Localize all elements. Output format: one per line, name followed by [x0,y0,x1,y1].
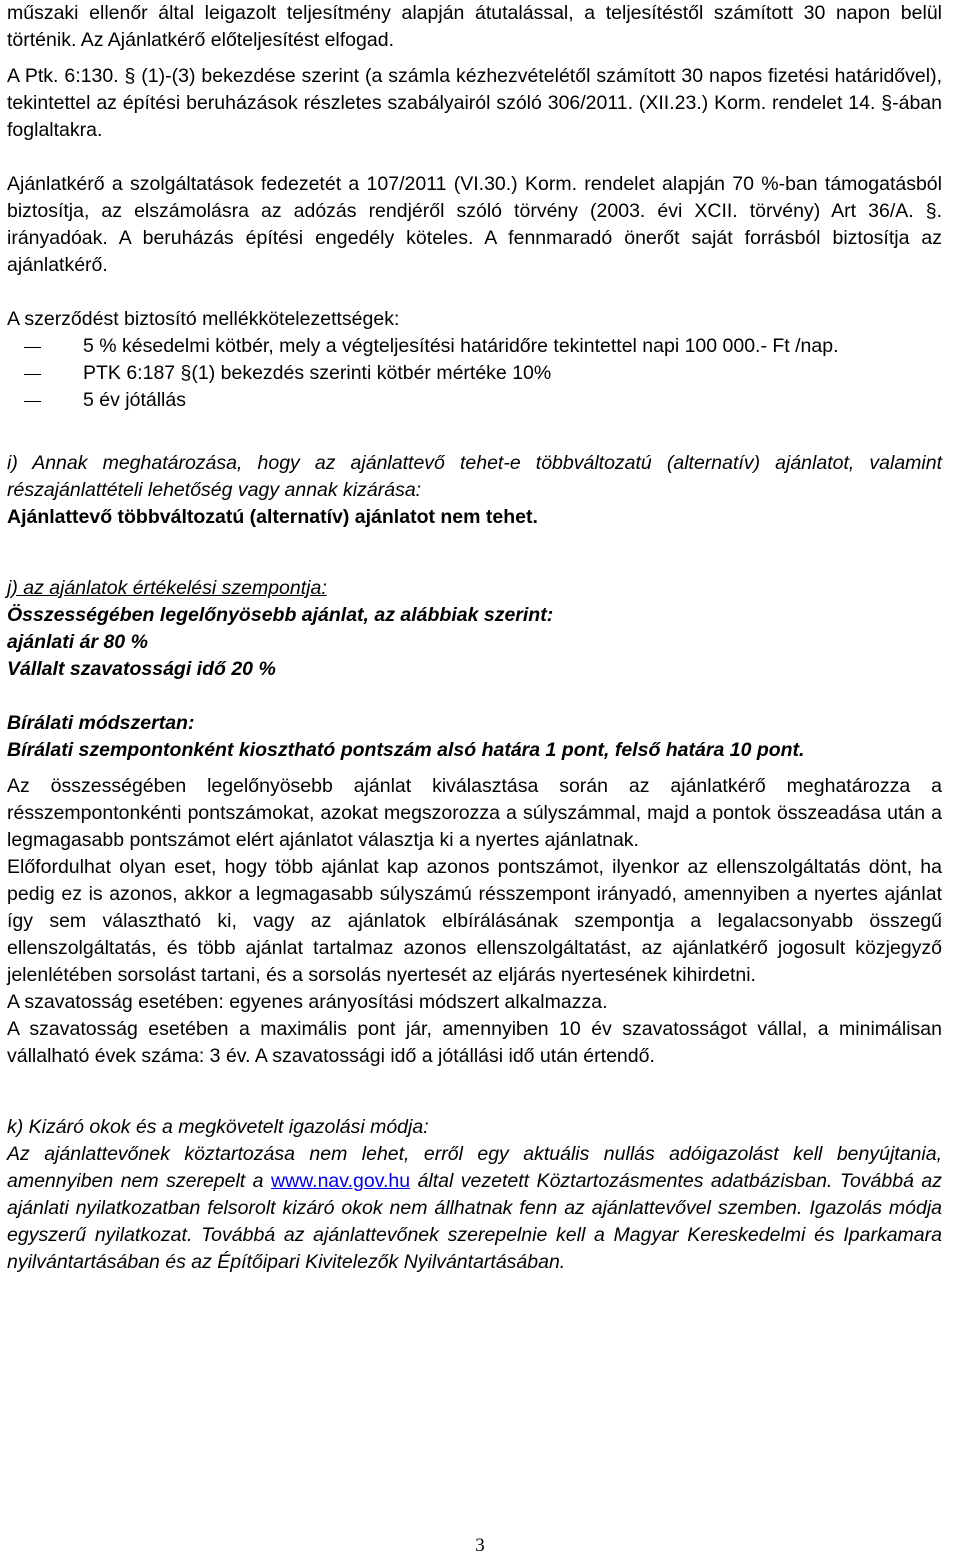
nav-link[interactable]: www.nav.gov.hu [271,1170,411,1192]
contract-obligations-list [7,333,942,414]
ptk-paragraph: A Ptk. 6:130. § (1)-(3) bekezdése szerint (a számla kézhezvételétől számított 30 napos fizetési határidővel), tekintettel az építési beruházások részletes szabályairól szóló 306/2011. (XII.23.) Korm. rendelet 14. §-ában foglaltakra. [7,65,942,141]
section-k-heading: k) Kizáró okok és a megkövetelt igazolási módja: [7,1116,429,1138]
evaluation-paragraph-1: Az összességében legelőnyösebb ajánlat kiválasztása során az ajánlatkérő meghatározza a résszempontonkénti pontszámokat, azokat megszorozza a súlyszámmal, majd a pontok összeadása után a legmagasabb pontszámot elért ajánlatot választja ki a nyertes ajánlatnak. [7,775,942,851]
evaluation-criteria-line: Összességében legelőnyösebb ajánlat, az alábbiak szerint: [7,604,554,626]
k-text-before: Az ajánlattevőnek köztartozása nem lehet, erről egy aktuális nullás adóigazolást kell benyújtania, amennyiben nem szerepelt a [7,1143,942,1192]
method-heading: Bírálati módszertan: [7,712,195,734]
payment-paragraph: műszaki ellenőr által leigazolt teljesítmény alapján átutalással, a teljesítéstől számított 30 napon belül történik. Az Ajánlatkérő előteljesítést elfogad. [7,2,942,51]
funding-paragraph: Ajánlatkérő a szolgáltatások fedezetét a 107/2011 (VI.30.) Korm. rendelet alapján 70 %-ban támogatásból biztosítja, az elszámolásra az adózás rendjéről szóló törvény (2003. évi XCII. törvény) Art 36/A. §. irányadóak. A beruházás építési engedély köteles. A fennmaradó önerőt saját forrásból biztosítja az ajánlatkérő. [7,173,942,276]
section-k-text [7,1141,942,1276]
page-number: 3 [475,1535,485,1556]
list-item: PTK 6:187 §(1) bekezdés szerinti kötbér mértéke 10% [7,360,942,387]
list-item: 5 év jótállás [7,387,942,414]
k-text-after: által vezetett Köztartozásmentes adatbázisban. Továbbá az ajánlati nyilatkozatban felsorolt kizáró okok nem állhatnak fenn az ajánlattevővel szemben. Igazolás módja egyszerű nyilatkozat. Továbbá az ajánlattevőnek szerepelnie kell a Magyar Kereskedelmi és Iparkamara nyilvántartásában és az Építőipari Kivitelezők Nyilvántartásában. [7,1170,942,1273]
price-weight-line: ajánlati ár 80 % [7,631,148,653]
section-i-heading: i) Annak meghatározása, hogy az ajánlattevő tehet-e többváltozatú (alternatív) ajánlatot, valamint részajánlattételi lehetőség vagy annak kizárása: [7,452,942,501]
warranty-weight-line: Vállalt szavatossági idő 20 % [7,658,276,680]
contract-obligations-heading: A szerződést biztosító mellékkötelezettségek: [7,308,400,330]
method-text: Bírálati szempontonként kiosztható pontszám alsó határa 1 pont, felső határa 10 pont. [7,739,805,761]
section-j-heading: j) az ajánlatok értékelési szempontja: [7,577,327,599]
evaluation-paragraph-4: A szavatosság esetében a maximális pont jár, amennyiben 10 év szavatosságot vállal, a minimálisan vállalható évek száma: 3 év. A szavatossági idő a jótállási idő után értendő. [7,1018,942,1067]
section-i-answer: Ajánlattevő többváltozatú (alternatív) ajánlatot nem tehet. [7,506,538,528]
evaluation-paragraph-2: Előfordulhat olyan eset, hogy több ajánlat kap azonos pontszámot, ilyenkor az ellenszolgáltatás dönt, ha pedig ez is azonos, akkor a legmagasabb súlyszámú résszempont irányadó, amennyiben a nyertes ajánlat így sem választható ki, vagy az ajánlatok elbírálásának szempontja a legalacsonyabb összegű ellenszolgáltatás, és több ajánlat tartalmaz azonos ellenszolgáltatást, az ajánlatkérő jogosult közjegyző jelenlétében sorsolást tartani, és a sorsolás nyertesét az eljárás nyertesének kihirdetni. [7,856,942,986]
document-page [7,0,942,1276]
list-item: 5 % késedelmi kötbér, mely a végteljesítési határidőre tekintettel napi 100 000.- Ft /nap. [7,333,942,360]
evaluation-paragraph-3: A szavatosság esetében: egyenes arányosítási módszert alkalmazza. [7,991,608,1013]
